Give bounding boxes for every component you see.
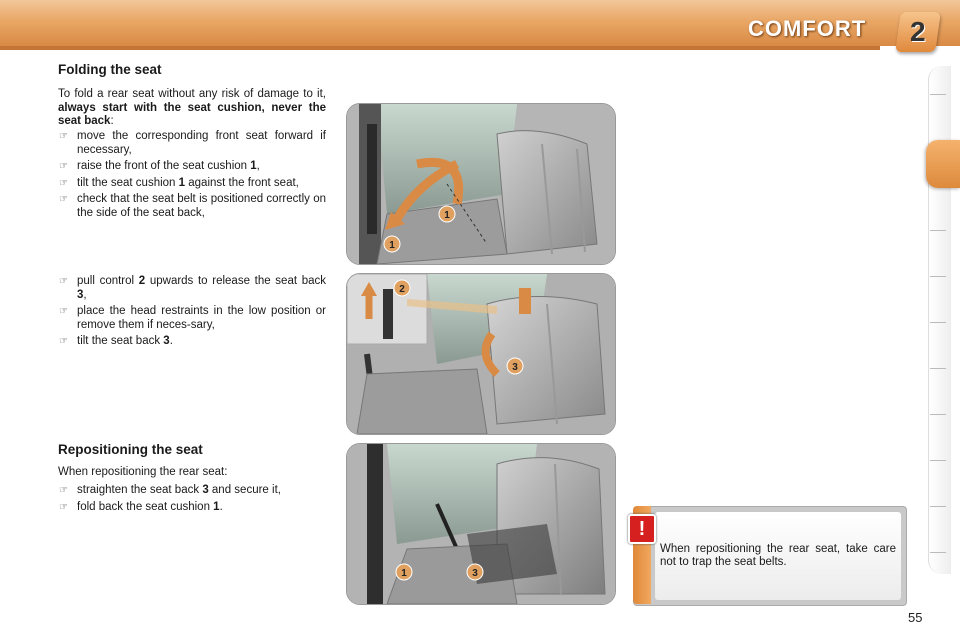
chapter-title: COMFORT [748, 16, 867, 41]
warning-text: When repositioning the rear seat, take care not to trap the seat belts. [660, 543, 896, 568]
bullet-icon: ☞ [59, 177, 68, 189]
bullet-icon: ☞ [59, 276, 68, 287]
warning-exclamation-icon: ! [628, 514, 656, 544]
list-item: ☞ check that the seat belt is positioned correctly on the side of the seat back, [59, 193, 326, 219]
list-item: ☞ tilt the seat back 3. [59, 335, 173, 347]
seat-back-release-illustration [346, 273, 616, 435]
tab-divider[interactable] [930, 506, 946, 507]
list-item: ☞ pull control 2 upwards to release the seat back 3, [59, 275, 326, 301]
bullet-icon: ☞ [59, 501, 68, 513]
bullet-icon: ☞ [59, 131, 68, 142]
list-item: ☞ straighten the seat back 3 and secure it, [59, 484, 281, 496]
callout-label-3: 3 [512, 362, 518, 373]
tab-divider[interactable] [930, 322, 946, 323]
tab-divider[interactable] [930, 552, 946, 553]
list-item: ☞ move the corresponding front seat forward if necessary, [59, 130, 326, 156]
tab-divider[interactable] [930, 414, 946, 415]
seat-repositioned-illustration [346, 443, 616, 605]
tab-divider[interactable] [930, 460, 946, 461]
chapter-number: 2 [910, 16, 926, 47]
repositioning-intro: When repositioning the rear seat: [58, 466, 228, 478]
bullet-icon: ☞ [59, 336, 68, 347]
repositioning-steps [58, 484, 326, 517]
repositioning-heading: Repositioning the seat [58, 442, 203, 457]
chapter-number-badge[interactable] [895, 12, 941, 52]
callout-label-1b: 1 [444, 210, 450, 221]
folding-steps [58, 130, 326, 223]
list-item: ☞ tilt the seat cushion 1 against the front seat, [59, 176, 299, 189]
header-rule [0, 46, 880, 50]
bullet-icon: ☞ [59, 194, 68, 205]
callout-label-3: 3 [472, 568, 478, 579]
seat-cushion-fold-illustration [346, 103, 616, 265]
page-number: 55 [908, 610, 923, 625]
bullet-icon: ☞ [59, 161, 68, 172]
chapter-tab-active[interactable] [926, 140, 960, 188]
folding-intro: To fold a rear seat without any risk of damage to it, always start with the seat cushion, never the seat back: [58, 88, 326, 127]
tab-divider[interactable] [930, 276, 946, 277]
callout-label-1: 1 [401, 568, 407, 579]
list-item: ☞ raise the front of the seat cushion 1, [59, 160, 260, 172]
tab-divider[interactable] [930, 230, 946, 231]
folding-steps-continued [58, 275, 326, 352]
tab-divider[interactable] [930, 368, 946, 369]
folding-heading: Folding the seat [58, 62, 162, 77]
tab-divider[interactable] [930, 94, 946, 95]
list-item: ☞ fold back the seat cushion 1. [59, 500, 223, 513]
list-item: ☞ place the head restraints in the low position or remove them if neces-sary, [59, 305, 326, 331]
bullet-icon: ☞ [59, 306, 68, 317]
bullet-icon: ☞ [59, 485, 68, 496]
callout-label-1: 1 [389, 240, 395, 251]
callout-label-2: 2 [399, 284, 405, 295]
